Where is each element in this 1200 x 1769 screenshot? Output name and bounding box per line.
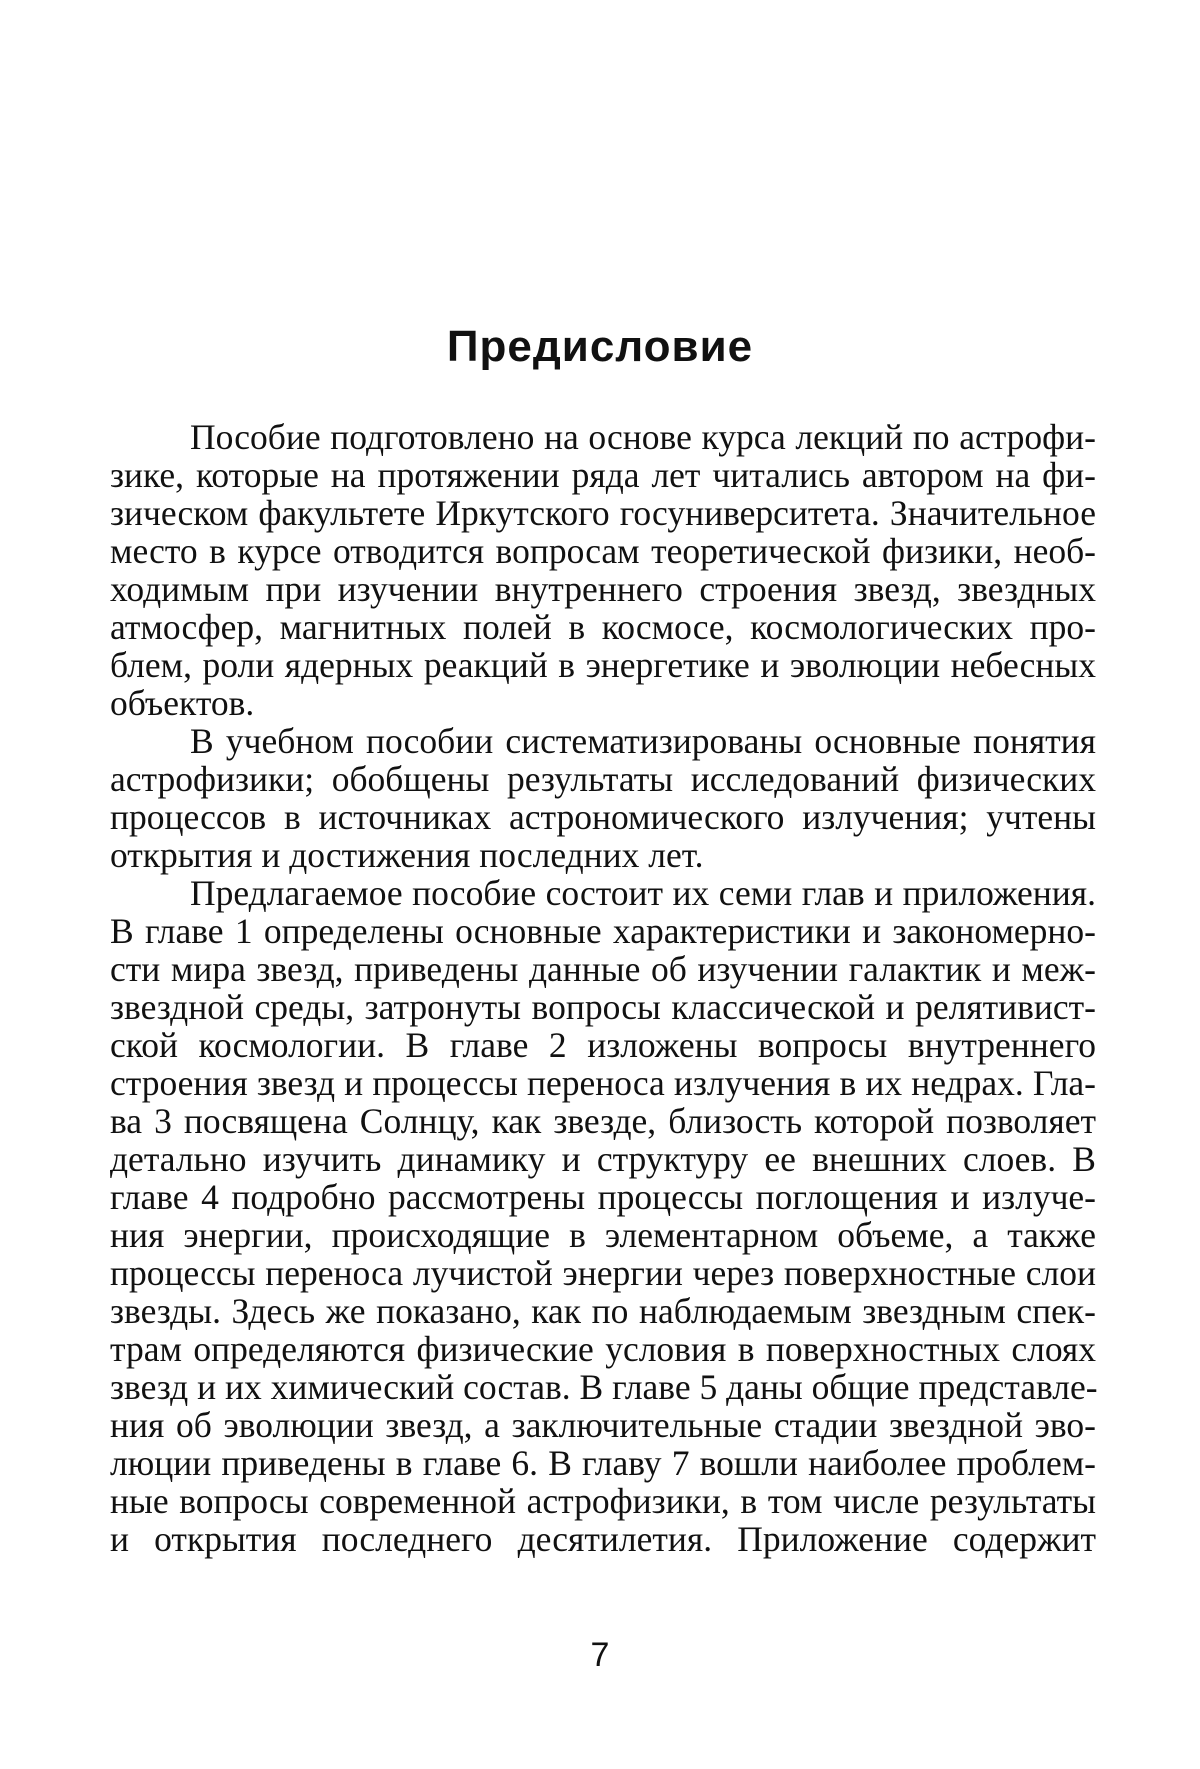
text-line: звезды. Здесь же показано, как по наблюдаемым звездным спек- [110,1291,1096,1331]
text-line: объектов. [110,683,255,723]
text-line: астрофизики; обобщены результаты исследований физических [110,759,1096,799]
text-line: строения звезд и процессы переноса излучения в их недрах. Гла- [110,1063,1096,1103]
text-line: Предлагаемое пособие состоит их семи глав и приложения. [190,873,1096,913]
text-line: зике, которые на протяжении ряда лет читались автором на фи- [110,455,1096,495]
text-line: процессы переноса лучистой энергии через поверхностные слои [110,1253,1096,1293]
text-line: В учебном пособии систематизированы основные понятия [190,721,1096,761]
text-line: люции приведены в главе 6. В главу 7 вошли наиболее проблем- [110,1443,1096,1483]
text-line: место в курсе отводится вопросам теоретической физики, необ- [110,531,1096,571]
text-line: трам определяются физические условия в поверхностных слоях [110,1329,1096,1369]
text-line: зическом факультете Иркутского госуниверситета. Значительное [110,493,1096,533]
page-title: Предисловие [446,322,754,371]
paragraph-1 [110,418,1096,722]
text-line: ния энергии, происходящие в элементарном объеме, а также [110,1215,1096,1255]
document-body [110,418,1096,1558]
text-line: и открытия последнего десятилетия. Приложение содержит [110,1519,1096,1559]
text-line: атмосфер, магнитных полей в космосе, космологических про- [110,607,1096,647]
text-line: звезд и их химический состав. В главе 5 даны общие представле- [110,1367,1098,1407]
text-line: ния об эволюции звезд, а заключительные стадии звездной эво- [110,1405,1096,1445]
text-line: ской космологии. В главе 2 изложены вопросы внутреннего [110,1025,1096,1065]
text-line: открытия и достижения последних лет. [110,835,704,875]
paragraph-2 [110,722,1096,874]
text-line: Пособие подготовлено на основе курса лекций по астрофи- [190,417,1096,457]
paragraph-3 [110,874,1096,1558]
text-line: процессов в источниках астрономического излучения; учтены [110,797,1096,837]
text-line: сти мира звезд, приведены данные об изучении галактик и меж- [110,949,1096,989]
text-line: детально изучить динамику и структуру ее внешних слоев. В [110,1139,1096,1179]
text-line: ходимым при изучении внутреннего строения звезд, звездных [110,569,1096,609]
text-line: блем, роли ядерных реакций в энергетике и эволюции небесных [110,645,1096,685]
text-line: главе 4 подробно рассмотрены процессы поглощения и излуче- [110,1177,1096,1217]
text-line: В главе 1 определены основные характеристики и закономерно- [110,911,1096,951]
text-line: звездной среды, затронуты вопросы классической и релятивист- [110,987,1096,1027]
page-number: 7 [590,1636,610,1674]
text-line: ва 3 посвящена Солнцу, как звезде, близость которой позволяет [110,1101,1096,1141]
text-line: ные вопросы современной астрофизики, в том числе результаты [110,1481,1096,1521]
